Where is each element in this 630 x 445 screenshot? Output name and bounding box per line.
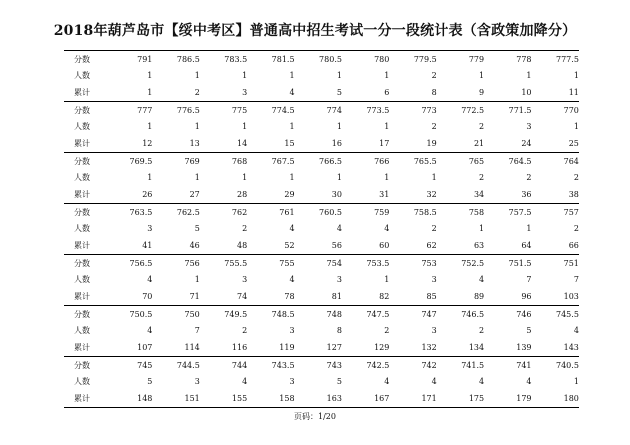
count-cell: 1	[384, 275, 390, 285]
cumulative-cell: 60	[379, 240, 390, 250]
count-cell: 3	[194, 377, 200, 387]
cumulative-cell: 36	[521, 189, 532, 199]
count-cell: 4	[336, 224, 342, 234]
score-cell: 762.5	[176, 207, 200, 217]
score-cell: 756	[184, 258, 200, 268]
count-cell: 3	[336, 275, 342, 285]
cumulative-cell: 62	[426, 240, 437, 250]
page-title: 2018年葫芦岛市【绥中考区】普通高中招生考试一分一段统计表（含政策加降分）	[53, 23, 577, 39]
count-cell: 2	[526, 173, 532, 183]
score-cell: 779.5	[413, 54, 437, 64]
count-cell: 2	[431, 224, 437, 234]
score-row-label: 分数	[74, 207, 90, 217]
score-row-label: 分数	[74, 360, 90, 370]
count-cell: 2	[431, 122, 437, 132]
cumulative-cell: 155	[231, 393, 248, 403]
cumulative-cell: 63	[473, 240, 485, 250]
cumulative-cell: 78	[284, 291, 295, 301]
score-row	[64, 51, 579, 68]
count-cell: 4	[242, 377, 248, 387]
cumulative-cell: 31	[379, 189, 390, 199]
count-cell: 3	[289, 326, 295, 336]
score-cell: 751.5	[508, 258, 532, 268]
count-cell: 1	[573, 122, 579, 132]
table-block	[64, 254, 579, 305]
count-cell: 1	[336, 122, 342, 132]
count-cell: 3	[526, 122, 532, 132]
cumulative-cell: 9	[479, 87, 485, 97]
cumulative-cell: 114	[184, 342, 200, 352]
score-cell: 752.5	[461, 258, 485, 268]
cumulative-cell: 32	[426, 189, 437, 199]
score-row	[64, 306, 579, 323]
count-cell: 5	[526, 326, 532, 336]
cumulative-cell: 96	[521, 291, 532, 301]
count-cell: 1	[289, 173, 295, 183]
score-cell: 765.5	[413, 156, 437, 166]
count-cell: 5	[194, 224, 200, 234]
cumulative-cell: 8	[431, 87, 437, 97]
count-cell: 1	[147, 122, 153, 132]
score-cell: 745.5	[556, 309, 579, 319]
cumulative-cell: 103	[563, 291, 579, 301]
cumulative-row-label: 累计	[74, 87, 90, 97]
score-cell: 770	[563, 105, 579, 115]
count-cell: 1	[384, 173, 390, 183]
cumulative-cell: 3	[242, 87, 248, 97]
cumulative-row	[64, 135, 579, 152]
score-cell: 781.5	[271, 54, 295, 64]
count-cell: 1	[242, 173, 248, 183]
count-cell: 3	[289, 377, 295, 387]
count-cell: 4	[289, 224, 295, 234]
cumulative-cell: 82	[379, 291, 390, 301]
cumulative-cell: 171	[421, 393, 437, 403]
score-cell: 761	[279, 207, 295, 217]
count-cell: 1	[194, 122, 200, 132]
score-cell: 744.5	[176, 360, 200, 370]
cumulative-cell: 175	[468, 393, 485, 403]
cumulative-cell: 15	[284, 138, 295, 148]
count-cell: 1	[242, 71, 248, 81]
score-cell: 746.5	[461, 309, 485, 319]
table-block	[64, 101, 579, 152]
count-cell: 2	[479, 122, 485, 132]
cumulative-cell: 132	[421, 342, 437, 352]
score-row	[64, 255, 579, 272]
cumulative-cell: 139	[516, 342, 532, 352]
cumulative-cell: 21	[473, 138, 485, 148]
count-cell: 1	[526, 224, 532, 234]
cumulative-cell: 70	[142, 291, 153, 301]
score-cell: 777.5	[556, 54, 579, 64]
cumulative-cell: 167	[374, 393, 390, 403]
table-block	[64, 305, 579, 356]
score-cell: 751	[563, 258, 579, 268]
score-cell: 748	[326, 309, 342, 319]
score-cell: 764	[563, 156, 579, 166]
count-cell: 1	[384, 122, 390, 132]
count-row-label: 人数	[74, 377, 90, 387]
score-cell: 758	[468, 207, 485, 217]
count-cell: 2	[431, 71, 437, 81]
count-cell: 3	[431, 326, 437, 336]
cumulative-row-label: 累计	[74, 138, 90, 148]
cumulative-row	[64, 84, 579, 101]
cumulative-cell: 56	[331, 240, 342, 250]
cumulative-cell: 179	[516, 393, 532, 403]
cumulative-cell: 127	[326, 342, 342, 352]
count-row	[64, 170, 579, 187]
cumulative-row-label: 累计	[74, 291, 90, 301]
count-row	[64, 119, 579, 136]
score-cell: 743.5	[271, 360, 295, 370]
score-distribution-table	[64, 50, 579, 408]
table-block	[64, 203, 579, 254]
count-cell: 1	[573, 71, 579, 81]
count-cell: 1	[194, 71, 200, 81]
score-cell: 750	[184, 309, 200, 319]
page-number: 页码：1/20	[294, 412, 336, 421]
score-row-label: 分数	[74, 105, 90, 115]
score-cell: 755.5	[224, 258, 248, 268]
cumulative-cell: 30	[331, 189, 342, 199]
cumulative-row-label: 累计	[74, 342, 90, 352]
cumulative-cell: 25	[568, 138, 579, 148]
count-cell: 5	[147, 377, 153, 387]
score-row	[64, 357, 579, 374]
table-block	[64, 50, 579, 101]
score-cell: 758.5	[413, 207, 437, 217]
count-cell: 2	[242, 326, 248, 336]
cumulative-cell: 6	[384, 87, 390, 97]
cumulative-row-label: 累计	[74, 189, 90, 199]
count-row-label: 人数	[74, 173, 90, 183]
cumulative-cell: 10	[521, 87, 532, 97]
count-cell: 1	[336, 71, 342, 81]
cumulative-cell: 16	[331, 138, 342, 148]
count-cell: 3	[242, 275, 248, 285]
count-cell: 1	[431, 173, 437, 183]
cumulative-cell: 5	[336, 87, 342, 97]
score-cell: 746	[516, 309, 532, 319]
cumulative-row-label: 累计	[74, 240, 90, 250]
cumulative-cell: 148	[137, 393, 153, 403]
count-row	[64, 68, 579, 85]
score-cell: 744	[231, 360, 248, 370]
count-row	[64, 323, 579, 340]
cumulative-cell: 12	[142, 138, 153, 148]
cumulative-cell: 38	[568, 189, 579, 199]
cumulative-cell: 64	[521, 240, 532, 250]
score-cell: 765	[468, 156, 485, 166]
score-cell: 766.5	[319, 156, 342, 166]
count-cell: 3	[147, 224, 153, 234]
count-cell: 4	[479, 275, 485, 285]
count-cell: 7	[194, 326, 200, 336]
cumulative-cell: 1	[147, 87, 153, 97]
count-cell: 1	[289, 71, 295, 81]
cumulative-cell: 134	[468, 342, 485, 352]
score-cell: 768	[231, 156, 248, 166]
score-cell: 773.5	[366, 105, 390, 115]
cumulative-cell: 2	[194, 87, 200, 97]
count-cell: 4	[479, 377, 485, 387]
count-cell: 4	[289, 275, 295, 285]
score-cell: 757.5	[508, 207, 532, 217]
cumulative-cell: 74	[236, 291, 248, 301]
count-cell: 2	[573, 173, 579, 183]
count-cell: 7	[526, 275, 532, 285]
cumulative-cell: 180	[563, 393, 579, 403]
cumulative-cell: 48	[236, 240, 248, 250]
count-row-label: 人数	[74, 326, 90, 336]
count-cell: 4	[431, 377, 437, 387]
count-cell: 7	[573, 275, 579, 285]
score-cell: 774	[326, 105, 342, 115]
count-row-label: 人数	[74, 71, 90, 81]
score-cell: 774.5	[271, 105, 295, 115]
score-cell: 772.5	[461, 105, 485, 115]
score-row	[64, 102, 579, 119]
score-row-label: 分数	[74, 309, 90, 319]
count-cell: 1	[384, 71, 390, 81]
count-cell: 1	[147, 71, 153, 81]
cumulative-cell: 143	[563, 342, 579, 352]
cumulative-cell: 81	[331, 291, 342, 301]
count-cell: 3	[431, 275, 437, 285]
score-cell: 755	[279, 258, 295, 268]
cumulative-row	[64, 186, 579, 203]
score-cell: 766	[374, 156, 390, 166]
score-cell: 762	[231, 207, 248, 217]
score-cell: 745	[137, 360, 153, 370]
score-cell: 741	[516, 360, 532, 370]
score-cell: 771.5	[508, 105, 532, 115]
count-row	[64, 374, 579, 391]
count-row	[64, 221, 579, 238]
cumulative-cell: 151	[184, 393, 200, 403]
score-cell: 777	[137, 105, 153, 115]
cumulative-cell: 129	[374, 342, 390, 352]
score-cell: 747.5	[366, 309, 390, 319]
cumulative-cell: 26	[142, 189, 153, 199]
cumulative-cell: 34	[473, 189, 485, 199]
score-cell: 742	[421, 360, 437, 370]
cumulative-cell: 28	[236, 189, 248, 199]
score-cell: 748.5	[271, 309, 295, 319]
cumulative-cell: 14	[236, 138, 248, 148]
count-cell: 4	[147, 326, 153, 336]
cumulative-row-label: 累计	[74, 393, 90, 403]
cumulative-cell: 29	[284, 189, 295, 199]
cumulative-cell: 71	[189, 291, 200, 301]
cumulative-cell: 46	[189, 240, 200, 250]
count-cell: 1	[526, 71, 532, 81]
score-cell: 764.5	[508, 156, 532, 166]
score-cell: 756.5	[129, 258, 153, 268]
count-cell: 1	[573, 377, 579, 387]
score-cell: 791	[137, 54, 153, 64]
score-cell: 775	[231, 105, 248, 115]
count-row-label: 人数	[74, 122, 90, 132]
score-cell: 741.5	[461, 360, 485, 370]
cumulative-cell: 13	[189, 138, 200, 148]
score-row	[64, 204, 579, 221]
count-cell: 4	[526, 377, 532, 387]
count-cell: 4	[384, 377, 390, 387]
cumulative-cell: 41	[142, 240, 153, 250]
score-cell: 760.5	[319, 207, 342, 217]
cumulative-cell: 17	[379, 138, 390, 148]
count-cell: 1	[336, 173, 342, 183]
score-cell: 740.5	[556, 360, 579, 370]
cumulative-cell: 52	[284, 240, 295, 250]
score-cell: 780	[374, 54, 390, 64]
score-cell: 747	[421, 309, 437, 319]
score-cell: 783.5	[224, 54, 248, 64]
cumulative-row	[64, 237, 579, 254]
score-row-label: 分数	[74, 258, 90, 268]
count-row	[64, 272, 579, 289]
score-cell: 786.5	[176, 54, 200, 64]
count-cell: 2	[479, 173, 485, 183]
cumulative-cell: 116	[231, 342, 248, 352]
score-cell: 757	[563, 207, 579, 217]
score-cell: 769.5	[129, 156, 153, 166]
score-cell: 773	[421, 105, 437, 115]
score-cell: 769	[184, 156, 200, 166]
cumulative-row	[64, 288, 579, 305]
count-cell: 8	[336, 326, 342, 336]
count-row-label: 人数	[74, 224, 90, 234]
table-block	[64, 356, 579, 408]
score-cell: 754	[326, 258, 342, 268]
score-row-label: 分数	[74, 156, 90, 166]
count-cell: 1	[194, 275, 200, 285]
cumulative-cell: 107	[137, 342, 153, 352]
score-cell: 742.5	[366, 360, 390, 370]
count-cell: 4	[384, 224, 390, 234]
score-cell: 763.5	[129, 207, 153, 217]
score-cell: 767.5	[271, 156, 295, 166]
cumulative-cell: 27	[189, 189, 200, 199]
count-cell: 4	[573, 326, 579, 336]
score-cell: 749.5	[224, 309, 248, 319]
score-cell: 759	[374, 207, 390, 217]
count-cell: 1	[289, 122, 295, 132]
count-cell: 1	[479, 224, 485, 234]
score-cell: 750.5	[129, 309, 153, 319]
score-cell: 778	[516, 54, 532, 64]
cumulative-cell: 19	[426, 138, 437, 148]
score-cell: 753	[421, 258, 437, 268]
score-cell: 753.5	[366, 258, 390, 268]
cumulative-cell: 66	[568, 240, 579, 250]
score-row	[64, 153, 579, 170]
cumulative-row	[64, 390, 579, 407]
cumulative-cell: 4	[289, 87, 295, 97]
count-cell: 5	[336, 377, 342, 387]
count-cell: 2	[242, 224, 248, 234]
count-cell: 1	[479, 71, 485, 81]
score-cell: 776.5	[176, 105, 200, 115]
count-cell: 4	[147, 275, 153, 285]
cumulative-cell: 89	[473, 291, 485, 301]
count-cell: 1	[147, 173, 153, 183]
count-cell: 2	[384, 326, 390, 336]
cumulative-cell: 85	[426, 291, 437, 301]
count-row-label: 人数	[74, 275, 90, 285]
count-cell: 1	[242, 122, 248, 132]
cumulative-cell: 158	[279, 393, 295, 403]
cumulative-cell: 163	[326, 393, 342, 403]
table-block	[64, 152, 579, 203]
count-cell: 1	[194, 173, 200, 183]
cumulative-row	[64, 339, 579, 356]
score-row-label: 分数	[74, 54, 90, 64]
cumulative-cell: 11	[568, 87, 579, 97]
cumulative-cell: 119	[279, 342, 295, 352]
count-cell: 2	[479, 326, 485, 336]
cumulative-cell: 24	[521, 138, 532, 148]
score-cell: 779	[468, 54, 485, 64]
count-cell: 2	[573, 224, 579, 234]
score-cell: 780.5	[319, 54, 342, 64]
score-cell: 743	[326, 360, 342, 370]
